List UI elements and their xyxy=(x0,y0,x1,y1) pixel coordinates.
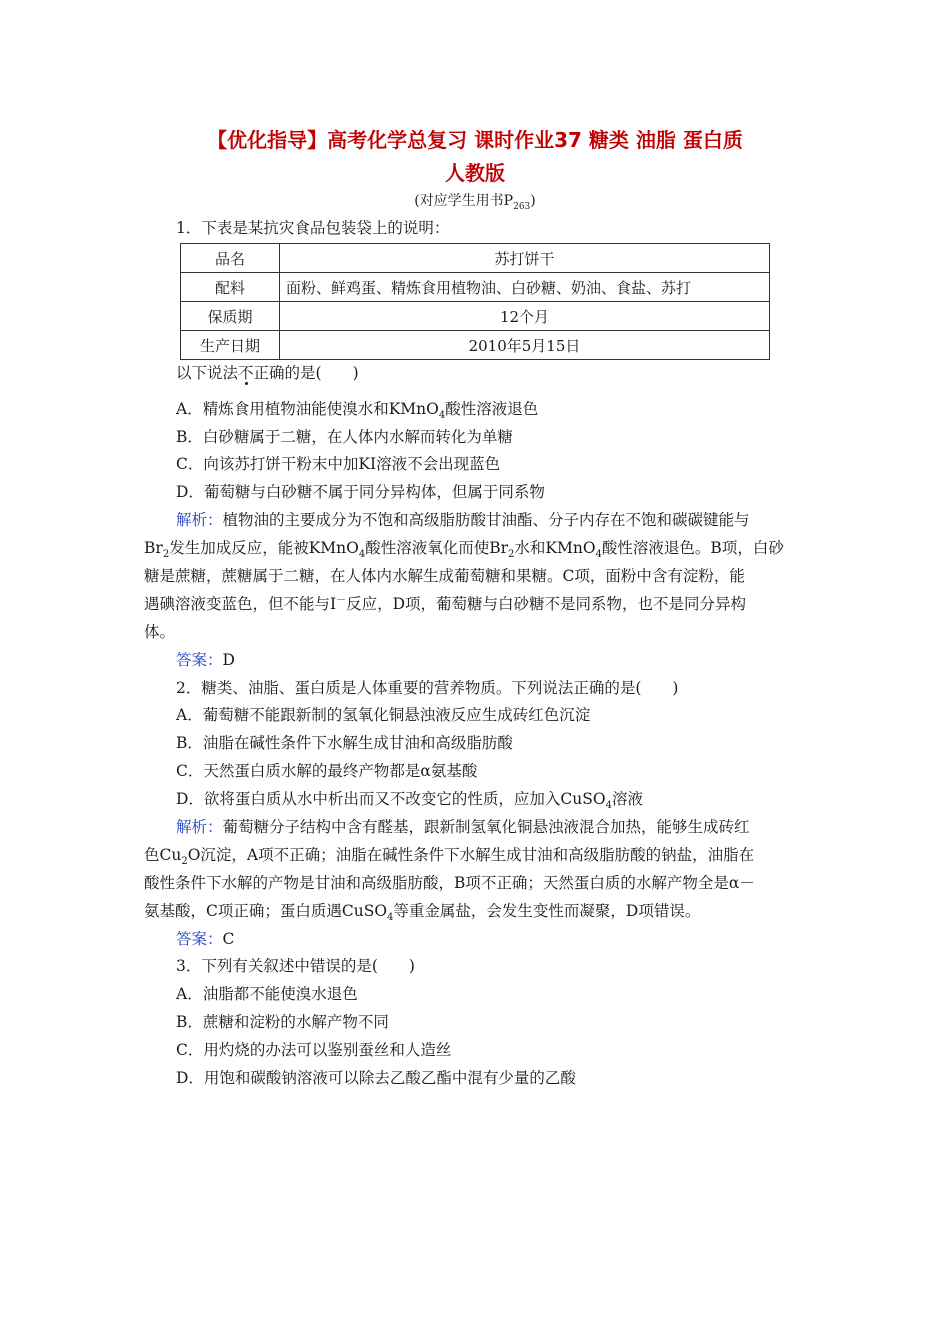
table-value: 苏打饼干 xyxy=(280,244,770,273)
document-subtitle: 人教版 xyxy=(445,161,505,185)
q3-option-b: B．蔗糖和淀粉的水解产物不同 xyxy=(176,1013,389,1031)
q2-option-c: C．天然蛋白质水解的最终产物都是α氨基酸 xyxy=(176,762,478,780)
q1-option-a: A．精炼食用植物油能使溴水和KMnO$_4$酸性溶液退色 xyxy=(176,400,539,422)
q3-option-d: D．用饱和碳酸钠溶液可以除去乙酸乙酯中混有少量的乙酸 xyxy=(176,1069,576,1087)
table-row xyxy=(181,244,770,273)
table-row xyxy=(181,302,770,331)
q2-stem: 2．糖类、油脂、蛋白质是人体重要的营养物质。下列说法正确的是( ) xyxy=(176,679,679,697)
emphasis-dot: 不 xyxy=(238,364,254,382)
table-row xyxy=(181,331,770,360)
table-key: 配料 xyxy=(181,273,280,302)
table-value: 12个月 xyxy=(280,302,770,331)
answer-label: 答案： xyxy=(176,930,223,948)
q1-explanation-line: 解析：植物油的主要成分为不饱和高级脂肪酸甘油酯、分子内存在不饱和碳碳键能与 xyxy=(176,511,750,529)
q1-explanation-line: 遇碘溶液变蓝色，但不能与I－反应，D项，葡萄糖与白砂糖不是同系物，也不是同分异构 xyxy=(144,594,747,613)
q2-explanation-line: 氨基酸，C项正确；蛋白质遇CuSO$_4$等重金属盐，会发生变性而凝聚，D项错误。 xyxy=(144,902,701,924)
q1-option-b: B．白砂糖属于二糖，在人体内水解而转化为单糖 xyxy=(176,428,513,446)
explanation-label: 解析： xyxy=(176,818,223,836)
q1-explanation-line: 体。 xyxy=(144,623,176,641)
q2-explanation-line: 色$Cu_2O$沉淀，A项不正确；油脂在碱性条件下水解生成甘油和高级脂肪酸的钠盐，油脂在 xyxy=(144,846,755,868)
q1-option-d: D．葡萄糖与白砂糖不属于同分异构体，但属于同系物 xyxy=(176,483,545,501)
table-key: 品名 xyxy=(181,244,280,273)
answer-label: 答案： xyxy=(176,651,223,669)
q1-ask: 以下说法不正确的是( ) xyxy=(176,364,359,382)
table-row xyxy=(181,273,770,302)
document-title: 【优化指导】高考化学总复习 课时作业37 糖类 油脂 蛋白质 xyxy=(207,128,743,152)
q2-option-b: B．油脂在碱性条件下水解生成甘油和高级脂肪酸 xyxy=(176,734,513,752)
q2-explanation-line: 解析：葡萄糖分子结构中含有醛基，跟新制氢氧化铜悬浊液混合加热，能够生成砖红 xyxy=(176,818,750,836)
q2-option-a: A．葡萄糖不能跟新制的氢氧化铜悬浊液反应生成砖红色沉淀 xyxy=(176,706,591,724)
product-spec-table xyxy=(180,243,770,360)
q1-stem: 1．下表是某抗灾食品包装袋上的说明： xyxy=(176,219,450,237)
q3-option-a: A．油脂都不能使溴水退色 xyxy=(176,985,358,1003)
q3-option-c: C．用灼烧的办法可以鉴别蚕丝和人造丝 xyxy=(176,1041,452,1059)
q3-stem: 3．下列有关叙述中错误的是( ) xyxy=(176,957,415,975)
table-key: 生产日期 xyxy=(181,331,280,360)
q1-option-c: C．向该苏打饼干粉末中加KI溶液不会出现蓝色 xyxy=(176,455,501,473)
q2-answer: 答案：C xyxy=(176,930,235,948)
table-value: 面粉、鲜鸡蛋、精炼食用植物油、白砂糖、奶油、食盐、苏打 xyxy=(280,273,770,302)
explanation-label: 解析： xyxy=(176,511,223,529)
q2-explanation-line: 酸性条件下水解的产物是甘油和高级脂肪酸，B项不正确；天然蛋白质的水解产物全是α－ xyxy=(144,874,755,892)
q2-option-d: D．欲将蛋白质从水中析出而又不改变它的性质，应加入CuSO$_4$溶液 xyxy=(176,790,643,812)
table-key: 保质期 xyxy=(181,302,280,331)
book-reference: (对应学生用书$P_{263}$) xyxy=(414,193,536,212)
q1-explanation-line: 糖是蔗糖，蔗糖属于二糖，在人体内水解生成葡萄糖和果糖。C项，面粉中含有淀粉，能 xyxy=(144,567,745,585)
q1-explanation-line: $Br_2$发生加成反应，能被KMnO$_4$酸性溶液氧化而使$Br_2$水和KMnO$_4$酸性溶液退色。B项，白砂 xyxy=(144,539,784,561)
table-value: 2010年5月15日 xyxy=(280,331,770,360)
q1-answer: 答案：D xyxy=(176,651,235,669)
